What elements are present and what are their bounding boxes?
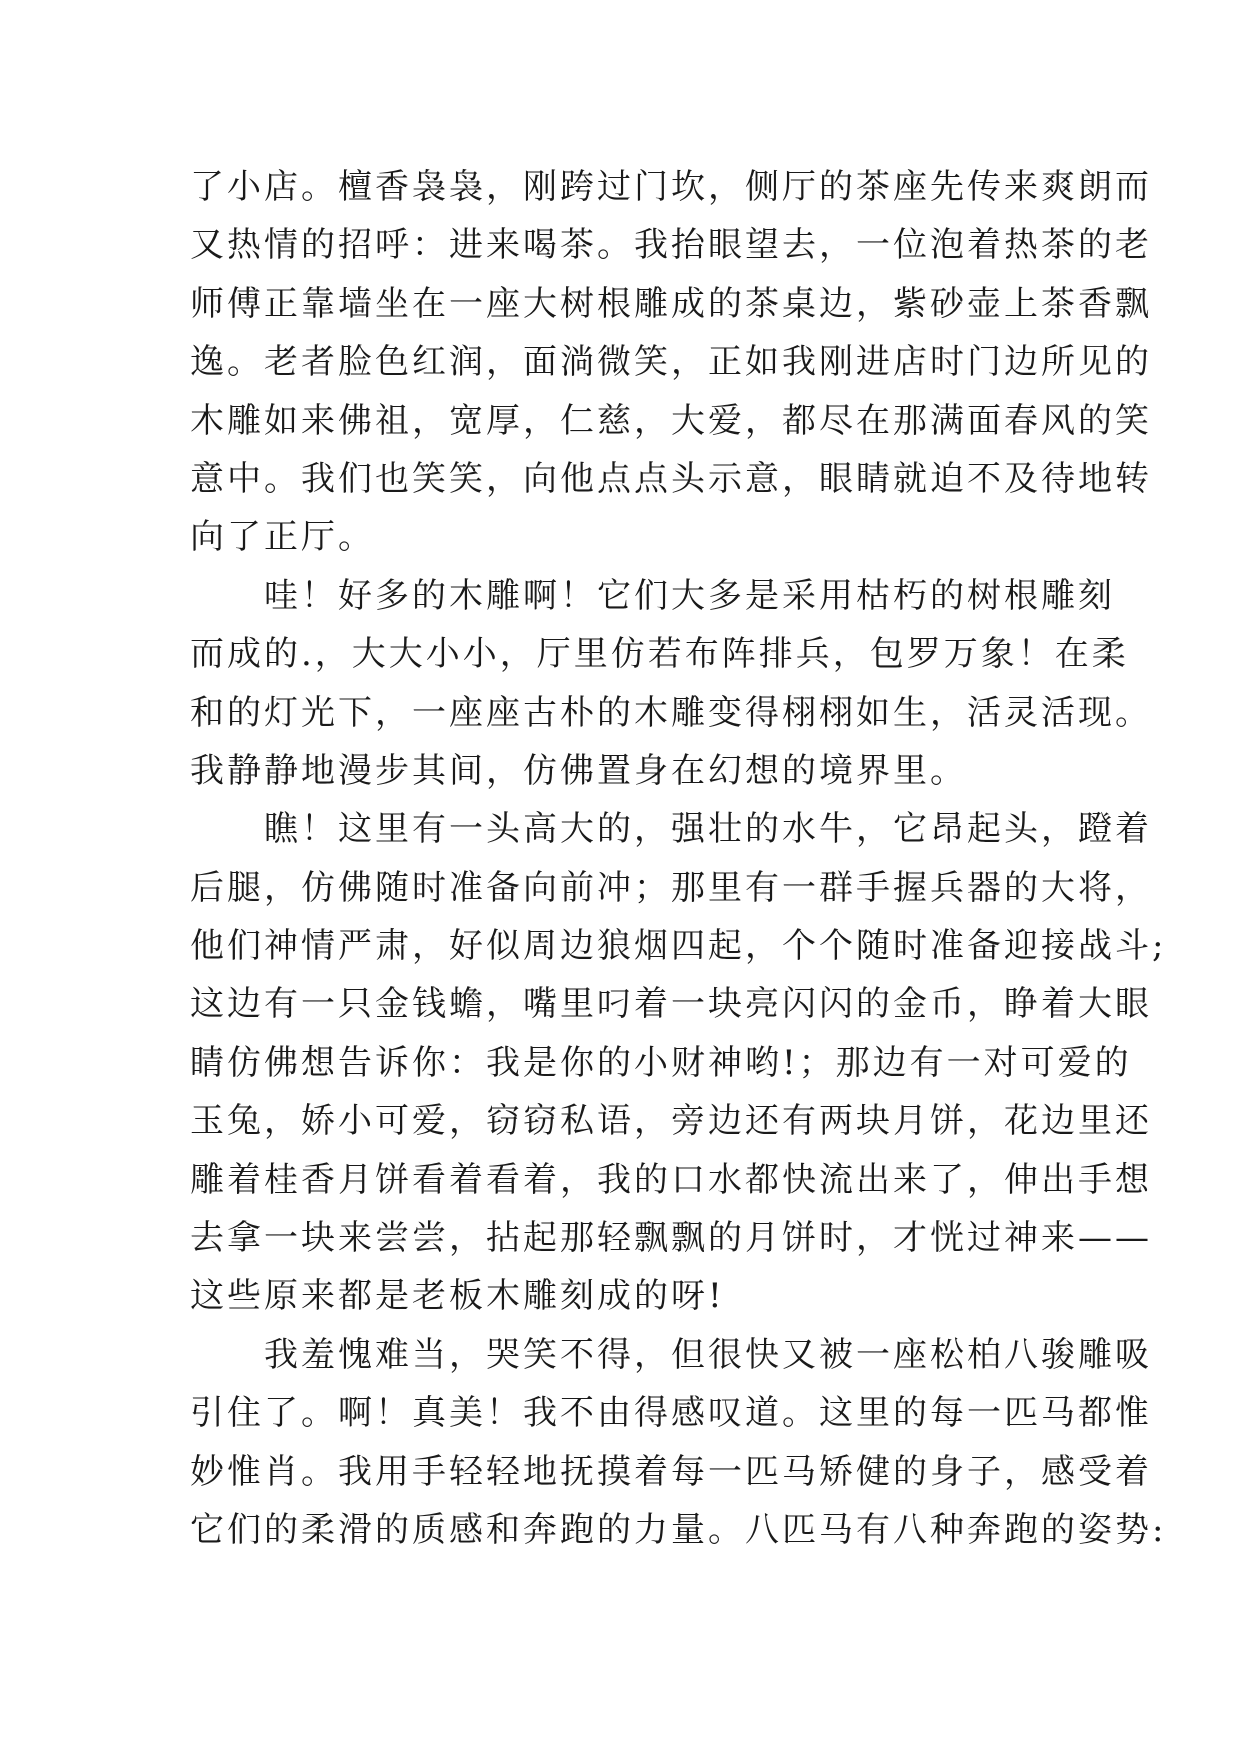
text-line: 哇！好多的木雕啊！它们大多是采用枯朽的树根雕刻: [190, 575, 1115, 616]
text-line: 又热情的招呼：进来喝茶。我抬眼望去，一位泡着热茶的老: [190, 225, 1152, 266]
text-line: 玉兔，娇小可爱，窃窃私语，旁边还有两块月饼，花边里还: [190, 1101, 1152, 1142]
text-line: 了小店。檀香袅袅，刚跨过门坎，侧厅的茶座先传来爽朗而: [190, 167, 1152, 207]
text-line: 这边有一只金钱蟾，嘴里叼着一块亮闪闪的金币，睁着大眼: [190, 984, 1152, 1025]
text-line: 他们神情严肃，好似周边狼烟四起，个个随时准备迎接战斗;: [190, 926, 1167, 967]
body-text: [190, 158, 1167, 1559]
text-line: 师傅正靠墙坐在一座大树根雕成的茶桌边，紫砂壶上茶香飘: [190, 283, 1152, 324]
text-line: 木雕如来佛祖，宽厚，仁慈，大爱，都尽在那满面春风的笑: [190, 400, 1152, 441]
text-line: 这些原来都是老板木雕刻成的呀!: [190, 1276, 725, 1317]
text-line: 后腿，仿佛随时准备向前冲；那里有一群手握兵器的大将，: [190, 867, 1152, 908]
text-line: 去拿一块来尝尝，拈起那轻飘飘的月饼时，才恍过神来——: [190, 1218, 1152, 1259]
text-line: 雕着桂香月饼看着看着，我的口水都快流出来了，伸出手想: [190, 1159, 1152, 1200]
text-line: 妙惟肖。我用手轻轻地抚摸着每一匹马矫健的身子，感受着: [190, 1451, 1152, 1492]
text-line: 瞧！这里有一头高大的，强壮的水牛，它昂起头，蹬着: [190, 809, 1152, 850]
text-line: 和的灯光下，一座座古朴的木雕变得栩栩如生，活灵活现。: [190, 692, 1152, 733]
text-line: 我静静地漫步其间，仿佛置身在幻想的境界里。: [190, 750, 967, 791]
text-line: 睛仿佛想告诉你：我是你的小财神哟!；那边有一对可爱的: [190, 1042, 1132, 1083]
text-line: 向了正厅。: [190, 517, 375, 558]
text-line: 它们的柔滑的质感和奔跑的力量。八匹马有八种奔跑的姿势:: [190, 1509, 1167, 1550]
text-line: 而成的.，大大小小，厅里仿若布阵排兵，包罗万象！在柔: [190, 634, 1129, 675]
text-line: 逸。老者脸色红润，面淌微笑，正如我刚进店时门边所见的: [190, 342, 1152, 383]
text-line: 我羞愧难当，哭笑不得，但很快又被一座松柏八骏雕吸: [190, 1334, 1152, 1375]
text-line: 意中。我们也笑笑，向他点点头示意，眼睛就迫不及待地转: [190, 458, 1152, 499]
text-line: 引住了。啊！真美！我不由得感叹道。这里的每一匹马都惟: [190, 1393, 1152, 1434]
